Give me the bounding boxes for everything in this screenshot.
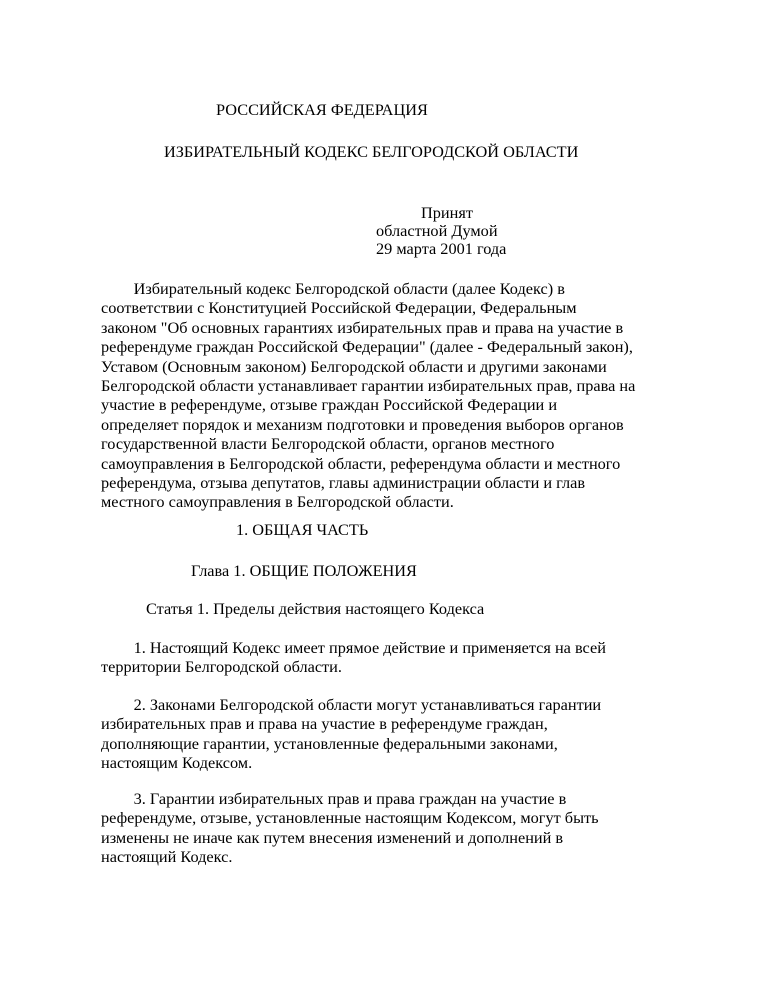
preamble-line: референдуме граждан Российской Федерации" (далее - Федеральный закон), [101,337,633,357]
clause-line: 3. Гарантии избирательных прав и права граждан на участие в [101,789,567,808]
clause-line: изменены не иначе как путем внесения изменений и дополнений в [101,827,564,847]
preamble-line: местного самоуправления в Белгородской области. [101,492,454,512]
clause-line: дополняющие гарантии, установленные федеральными законами, [101,733,558,753]
preamble-line: референдума, отзыва депутатов, главы администрации области и глав [101,473,586,493]
clause-line: 1. Настоящий Кодекс имеет прямое действие и применяется на всей [101,638,606,657]
clause-line: референдуме, отзыве, установленные настоящим Кодексом, могут быть [101,808,599,828]
preamble-line: самоуправления в Белгородской области, референдума области и местного [101,453,621,473]
part-heading: 1. ОБЩАЯ ЧАСТЬ [236,520,369,539]
document-title: ИЗБИРАТЕЛЬНЫЙ КОДЕКС БЕЛГОРОДСКОЙ ОБЛАСТИ [164,142,579,161]
preamble-line: законом "Об основных гарантиях избирательных прав и права на участие в [101,317,624,337]
adoption-line-accepted: Принят [421,203,473,222]
preamble-line: Уставом (Основным законом) Белгородской области и другими законами [101,356,607,376]
clause-line: 2. Законами Белгородской области могут устанавливаться гарантии [101,695,602,714]
preamble-line: определяет порядок и механизм подготовки и проведения выборов органов [101,414,624,434]
preamble-line: соответствии с Конституцией Российской Федерации, Федеральным [101,298,577,318]
preamble-line: Избирательный кодекс Белгородской области (далее Кодекс) в [101,279,565,298]
clause-1-paragraph [101,638,701,677]
preamble-paragraph [101,279,701,512]
preamble-line: участие в референдуме, отзыве граждан Российской Федерации и [101,395,558,415]
clause-line: настоящим Кодексом. [101,753,253,773]
country-heading: РОССИЙСКАЯ ФЕДЕРАЦИЯ [216,100,428,119]
clause-line: настоящий Кодекс. [101,847,233,867]
preamble-line: Белгородской области устанавливает гарантии избирательных прав, права на [101,376,636,396]
preamble-line: государственной власти Белгородской области, органов местного [101,434,555,454]
clause-line: избирательных прав и права на участие в референдуме граждан, [101,714,548,734]
clause-3-paragraph [101,789,701,867]
chapter-heading: Глава 1. ОБЩИЕ ПОЛОЖЕНИЯ [191,561,417,580]
clause-2-paragraph [101,695,701,773]
article-heading: Статья 1. Пределы действия настоящего Кодекса [146,599,485,618]
adoption-line-body: областной Думой [376,221,498,240]
adoption-line-date: 29 марта 2001 года [376,239,507,258]
clause-line: территории Белгородской области. [101,657,342,677]
